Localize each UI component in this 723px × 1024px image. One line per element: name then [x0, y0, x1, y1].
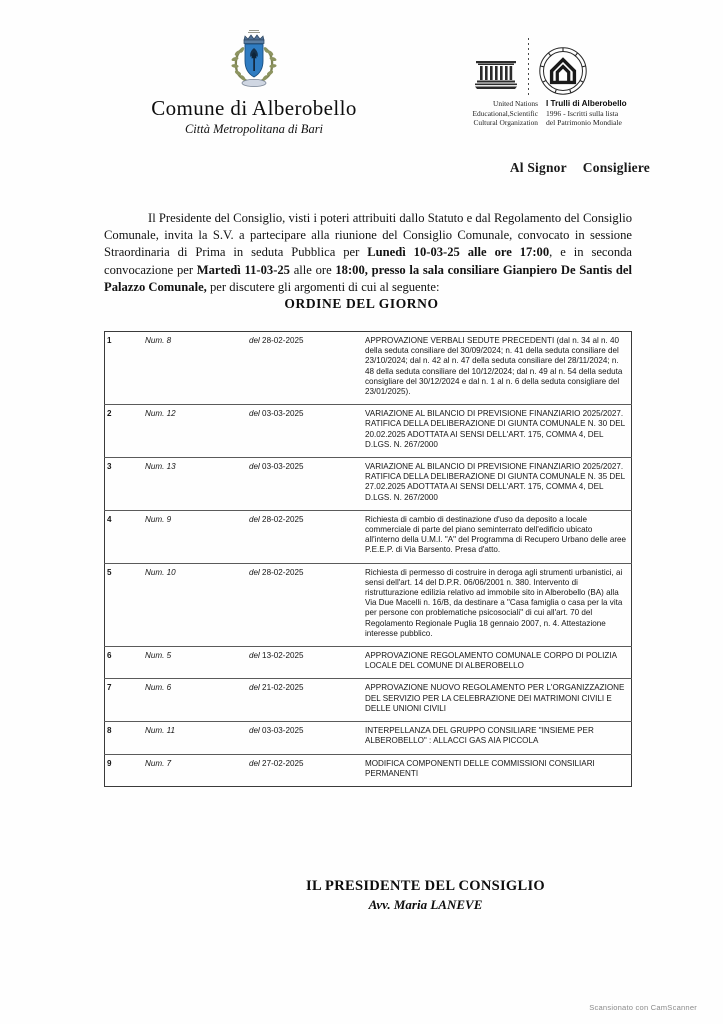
agenda-item-description: APPROVAZIONE NUOVO REGOLAMENTO PER L'ORGANIZZAZIONE DEL SERVIZIO PER LA CELEBRAZIONE DEI MATRIMONI CIVILI E DELLE UNIONI CIVILI — [363, 679, 632, 722]
paragraph-run-1: Lunedì 10-03-25 alle ore 17:00 — [367, 245, 550, 260]
table-row — [105, 722, 632, 754]
municipality-identity — [104, 28, 404, 137]
agenda-item-date-prefix: del — [249, 336, 260, 345]
comune-name: Comune di Alberobello — [151, 96, 357, 120]
paragraph-run-3: Martedì 11-03-25 — [196, 262, 290, 277]
agenda-item-number: Num. 5 — [143, 647, 247, 679]
unesco-caption-left-line3: Cultural Organization — [473, 118, 538, 128]
table-row — [105, 647, 632, 679]
agenda-item-description: APPROVAZIONE VERBALI SEDUTE PRECEDENTI (dal n. 34 al n. 40 della seduta consiliare del 30/09/2024; n. 41 della seduta consiliare del 23/10/2024; dal n. 42 al n. 47 della seduta consiliare del 28/11/2024; n. 48 della seduta consiliare del 10/12/2024; dal n. 49 al n. 54 della seduta consigliare del 30/12/2024 e dal n. 1 al n. 6 della seduta consigliare del 23/01/2025). — [363, 332, 632, 405]
agenda-item-description: Richiesta di cambio di destinazione d'uso da deposito a locale commerciale di parte del piano seminterrato dell'edificio ubicato all'interno della U.M.I. "A" del Programma di Recupero Urbano delle aree P.E.E.P. di Via Barsento. Presa d'atto. — [363, 510, 632, 563]
agenda-item-date: del 21-02-2025 — [247, 679, 363, 722]
agenda-item-description: Richiesta di permesso di costruire in deroga agli strumenti urbanistici, ai sensi dell'art. 14 del D.P.R. 06/06/2001 n. 380. Intervento di ristrutturazione edilizia relativo ad immobile sito in Alberobello (BA) alla Via Due Macelli n. 16/B, da destinare a "Casa famiglia o casa per la vita per persone con problematiche psicosociali" di cui all'art. 70 del Regolamento Regionale Puglia 18 gennaio 2007, n. 4. Attestazione interesse pubblico. — [363, 563, 632, 646]
camscanner-watermark: Scansionato con CamScanner — [589, 1003, 697, 1012]
agenda-item-description: VARIAZIONE AL BILANCIO DI PREVISIONE FINANZIARIO 2025/2027. RATIFICA DELLA DELIBERAZIONE DI GIUNTA COMUNALE N. 30 DEL 20.02.2025 ADOTTATA AI SENSI DELL'ART. 175, COMMA 4, DEL D.LGS. N. 267/2000 — [363, 405, 632, 458]
agenda-item-index: 7 — [105, 679, 144, 722]
unesco-logos-row — [466, 34, 680, 96]
table-row — [105, 754, 632, 786]
agenda-item-date-prefix: del — [249, 514, 260, 524]
agenda-item-index: 2 — [105, 405, 144, 458]
document-header — [0, 28, 723, 148]
agenda-item-date: del 13-02-2025 — [247, 647, 363, 679]
table-row — [105, 563, 632, 646]
trulli-line1: 1996 - Iscritti sulla lista — [546, 108, 619, 118]
agenda-item-date: del 03-03-2025 — [247, 458, 363, 511]
paragraph-run-5: 18:00, presso la sala consiliare Gianpiero De Santis del Palazzo Comunale, — [104, 262, 632, 294]
unesco-caption-left-line2: Educational,Scientific — [472, 108, 538, 118]
agenda-item-number: Num. 11 — [143, 722, 247, 754]
agenda-item-number: Num. 10 — [143, 563, 247, 646]
agenda-item-date: del 03-03-2025 — [247, 722, 363, 754]
agenda-item-index: 1 — [105, 332, 144, 405]
agenda-item-description: INTERPELLANZA DEL GRUPPO CONSILIARE "INSIEME PER ALBEROBELLO" : ALLACCI GAS AIA PICCOLA — [363, 722, 632, 754]
agenda-item-description: MODIFICA COMPONENTI DELLE COMMISSIONI CONSILIARI PERMANENTI — [363, 754, 632, 786]
addressee-salutation: Al Signor — [509, 160, 567, 175]
agenda-item-index: 5 — [105, 563, 144, 646]
agenda-item-number: Num. 12 — [143, 405, 247, 458]
agenda-item-number: Num. 13 — [143, 458, 247, 511]
signature-block — [0, 878, 723, 913]
agenda-table — [104, 331, 632, 787]
comune-subtitle: Città Metropolitana di Bari — [184, 122, 324, 136]
agenda-item-date-prefix: del — [249, 683, 260, 693]
agenda-item-date: del 03-03-2025 — [247, 405, 363, 458]
agenda-item-date: del 27-02-2025 — [247, 754, 363, 786]
unesco-divider — [528, 38, 529, 96]
unesco-temple-icon — [466, 56, 526, 96]
unesco-heritage-block — [466, 34, 680, 128]
unesco-captions — [466, 99, 680, 128]
agenda-item-date: del 28-02-2025 — [247, 510, 363, 563]
table-row — [105, 679, 632, 722]
table-row — [105, 332, 632, 405]
agenda-item-index: 3 — [105, 458, 144, 511]
unesco-world-heritage-emblem-icon — [535, 46, 591, 96]
agenda-item-number: Num. 7 — [143, 754, 247, 786]
paragraph-run-0: Il Presidente del Consiglio, visti i poteri attribuiti dallo Statuto e dal Regolamento del Consiglio Comunale, invita la S.V. a partecipare alla riunione del Consiglio Comunale, convocato in sessione Straordinaria di Prima in seduta Pubblica per — [104, 211, 632, 260]
table-row — [105, 405, 632, 458]
agenda-item-date-prefix: del — [249, 758, 260, 768]
agenda-item-date: del 28-02-2025 — [247, 332, 363, 405]
agenda-item-date-prefix: del — [249, 567, 260, 577]
agenda-title: ORDINE DEL GIORNO — [284, 296, 439, 311]
unesco-caption-right — [542, 99, 680, 128]
agenda-item-date-prefix: del — [249, 726, 260, 736]
addressee-line — [510, 160, 650, 176]
addressee-role: Consigliere — [582, 160, 650, 175]
agenda-item-number: Num. 9 — [143, 510, 247, 563]
agenda-item-index: 8 — [105, 722, 144, 754]
signature-name: Avv. Maria LANEVE — [368, 897, 483, 912]
convocation-paragraph — [104, 210, 632, 296]
agenda-item-date-prefix: del — [249, 409, 260, 419]
agenda-item-date-prefix: del — [249, 462, 260, 472]
agenda-item-number: Num. 6 — [143, 679, 247, 722]
agenda-item-date-prefix: del — [249, 651, 260, 661]
agenda-item-date: del 28-02-2025 — [247, 563, 363, 646]
agenda-item-number: Num. 8 — [143, 332, 247, 405]
trulli-line2: del Patrimonio Mondiale — [546, 118, 622, 128]
paragraph-run-4: alle ore — [289, 262, 336, 277]
agenda-item-index: 9 — [105, 754, 144, 786]
paragraph-run-2: , e in seconda convocazione per — [104, 245, 632, 277]
signature-role: IL PRESIDENTE DEL CONSIGLIO — [306, 878, 545, 894]
table-row — [105, 458, 632, 511]
unesco-caption-left — [466, 99, 542, 128]
agenda-table-body — [105, 332, 632, 787]
trulli-title: I Trulli di Alberobello — [546, 99, 627, 108]
alberobello-coat-of-arms-icon — [225, 28, 283, 92]
agenda-item-description: VARIAZIONE AL BILANCIO DI PREVISIONE FINANZIARIO 2025/2027. RATIFICA DELLA DELIBERAZIONE DI GIUNTA COMUNALE N. 35 DEL 27.02.2025 ADOTTATA AI SENSI DELL'ART. 175, COMMA 4, DEL D.LGS. N. 267/2000 — [363, 458, 632, 511]
unesco-caption-left-line1: United Nations — [493, 99, 538, 108]
paragraph-run-6: per discutere gli argomenti di cui al seguente: — [206, 279, 440, 294]
agenda-table-wrap — [104, 331, 632, 787]
agenda-item-description: APPROVAZIONE REGOLAMENTO COMUNALE CORPO DI POLIZIA LOCALE DEL COMUNE DI ALBEROBELLO — [363, 647, 632, 679]
agenda-item-index: 4 — [105, 510, 144, 563]
table-row — [105, 510, 632, 563]
agenda-item-index: 6 — [105, 647, 144, 679]
